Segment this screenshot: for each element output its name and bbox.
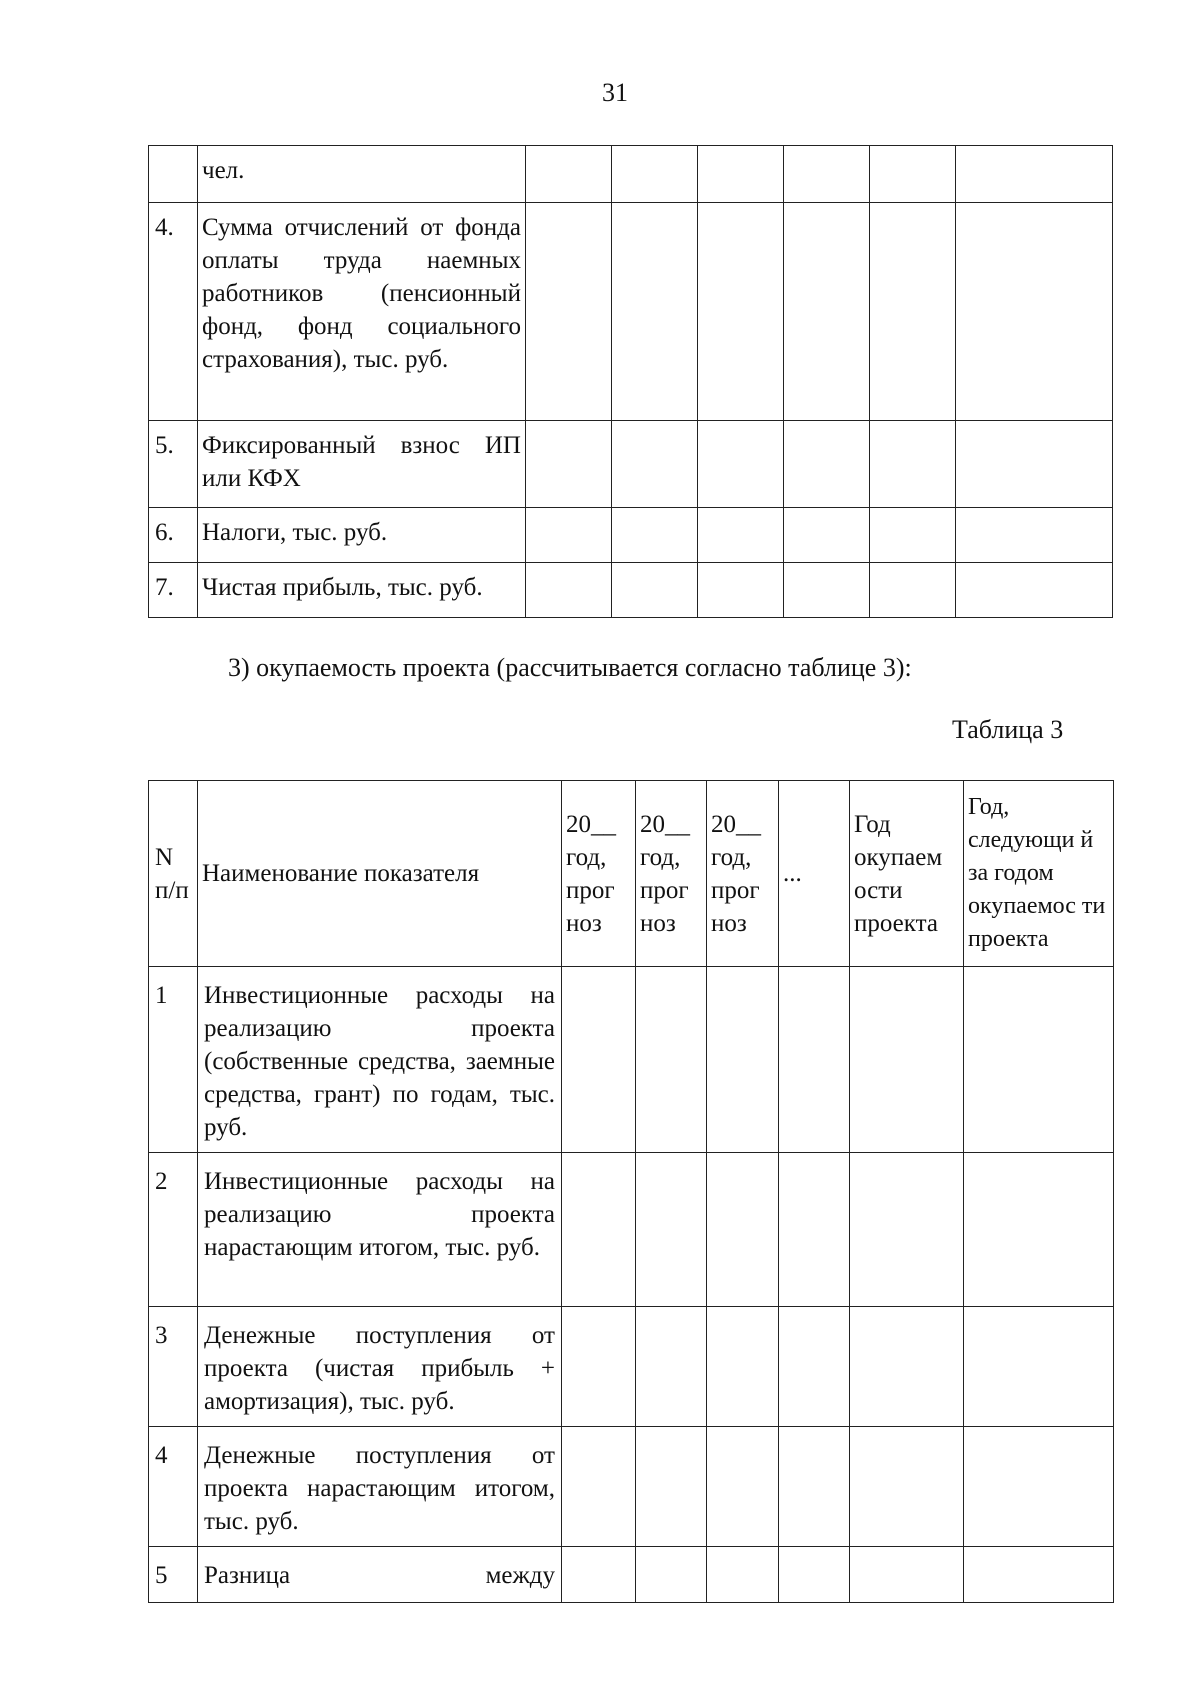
- value-cell: [784, 146, 870, 203]
- row-label: Инвестиционные расходы на реализацию проекта нарастающим итогом, тыс. руб.: [198, 1153, 562, 1307]
- header-year-1: 20__ год, прог ноз: [562, 781, 636, 967]
- row-label: Разница между: [198, 1547, 562, 1603]
- value-cell: [870, 508, 956, 563]
- value-cell: [779, 1307, 850, 1427]
- value-cell: [612, 421, 698, 508]
- row-label: чел.: [198, 146, 526, 203]
- header-ellipsis: ...: [779, 781, 850, 967]
- value-cell: [707, 1547, 779, 1603]
- table-row: [149, 967, 1114, 1153]
- value-cell: [636, 1307, 707, 1427]
- row-label: Фиксированный взнос ИП или КФХ: [198, 421, 526, 508]
- value-cell: [964, 967, 1114, 1153]
- value-cell: [526, 508, 612, 563]
- value-cell: [779, 1547, 850, 1603]
- value-cell: [636, 1547, 707, 1603]
- row-number: [149, 146, 198, 203]
- table-row: [149, 203, 1113, 421]
- value-cell: [707, 1307, 779, 1427]
- row-number: 1: [149, 967, 198, 1153]
- row-label: Денежные поступления от проекта нарастающим итогом, тыс. руб.: [198, 1427, 562, 1547]
- value-cell: [956, 563, 1113, 618]
- row-number: 4: [149, 1427, 198, 1547]
- value-cell: [612, 508, 698, 563]
- value-cell: [784, 508, 870, 563]
- value-cell: [850, 967, 964, 1153]
- table-row: [149, 508, 1113, 563]
- header-year-2: 20__ год, прог ноз: [636, 781, 707, 967]
- value-cell: [562, 1547, 636, 1603]
- value-cell: [964, 1153, 1114, 1307]
- header-row: [149, 781, 1114, 967]
- value-cell: [956, 508, 1113, 563]
- value-cell: [779, 1153, 850, 1307]
- value-cell: [526, 203, 612, 421]
- payback-caption: 3) окупаемость проекта (рассчитывается согласно таблице 3):: [228, 653, 912, 682]
- table-row: [149, 1547, 1114, 1603]
- value-cell: [956, 421, 1113, 508]
- continued-table: [148, 145, 1113, 618]
- value-cell: [612, 563, 698, 618]
- value-cell: [964, 1547, 1114, 1603]
- value-cell: [612, 203, 698, 421]
- value-cell: [698, 563, 784, 618]
- value-cell: [779, 1427, 850, 1547]
- page-number: 31: [602, 78, 628, 107]
- row-label: Налоги, тыс. руб.: [198, 508, 526, 563]
- value-cell: [870, 146, 956, 203]
- row-label: Чистая прибыль, тыс. руб.: [198, 563, 526, 618]
- value-cell: [784, 421, 870, 508]
- value-cell: [698, 146, 784, 203]
- row-number: 4.: [149, 203, 198, 421]
- value-cell: [562, 1427, 636, 1547]
- table-row: [149, 563, 1113, 618]
- value-cell: [850, 1153, 964, 1307]
- value-cell: [707, 967, 779, 1153]
- value-cell: [784, 563, 870, 618]
- value-cell: [870, 421, 956, 508]
- value-cell: [707, 1153, 779, 1307]
- value-cell: [562, 1307, 636, 1427]
- table-row: [149, 1153, 1114, 1307]
- value-cell: [707, 1427, 779, 1547]
- header-name: Наименование показателя: [198, 781, 562, 967]
- value-cell: [784, 203, 870, 421]
- row-number: 6.: [149, 508, 198, 563]
- value-cell: [850, 1427, 964, 1547]
- table-label: Таблица 3: [952, 715, 1064, 744]
- table-row: [149, 421, 1113, 508]
- value-cell: [850, 1307, 964, 1427]
- header-payback-year: Год окупаем ости проекта: [850, 781, 964, 967]
- value-cell: [779, 967, 850, 1153]
- row-number: 5: [149, 1547, 198, 1603]
- value-cell: [870, 563, 956, 618]
- row-label: Сумма отчислений от фонда оплаты труда наемных работников (пенсионный фонд, фонд социального страхования), тыс. руб.: [198, 203, 526, 421]
- value-cell: [562, 967, 636, 1153]
- value-cell: [964, 1427, 1114, 1547]
- row-label: Инвестиционные расходы на реализацию проекта (собственные средства, заемные средства, грант) по годам, тыс. руб.: [198, 967, 562, 1153]
- row-number: 3: [149, 1307, 198, 1427]
- value-cell: [698, 421, 784, 508]
- value-cell: [636, 1427, 707, 1547]
- value-cell: [526, 563, 612, 618]
- row-number: 7.: [149, 563, 198, 618]
- value-cell: [612, 146, 698, 203]
- value-cell: [526, 146, 612, 203]
- row-number: 2: [149, 1153, 198, 1307]
- value-cell: [526, 421, 612, 508]
- value-cell: [698, 508, 784, 563]
- header-num: N п/п: [149, 781, 198, 967]
- table-row: [149, 146, 1113, 203]
- header-year-3: 20__ год, прог ноз: [707, 781, 779, 967]
- table-row: [149, 1427, 1114, 1547]
- payback-table: [148, 780, 1114, 1603]
- value-cell: [870, 203, 956, 421]
- header-next-year: Год, следующи й за годом окупаемос ти проекта: [964, 781, 1114, 967]
- row-number: 5.: [149, 421, 198, 508]
- value-cell: [850, 1547, 964, 1603]
- value-cell: [636, 1153, 707, 1307]
- row-label: Денежные поступления от проекта (чистая прибыль + амортизация), тыс. руб.: [198, 1307, 562, 1427]
- value-cell: [956, 146, 1113, 203]
- value-cell: [964, 1307, 1114, 1427]
- table-row: [149, 1307, 1114, 1427]
- value-cell: [956, 203, 1113, 421]
- value-cell: [698, 203, 784, 421]
- value-cell: [562, 1153, 636, 1307]
- value-cell: [636, 967, 707, 1153]
